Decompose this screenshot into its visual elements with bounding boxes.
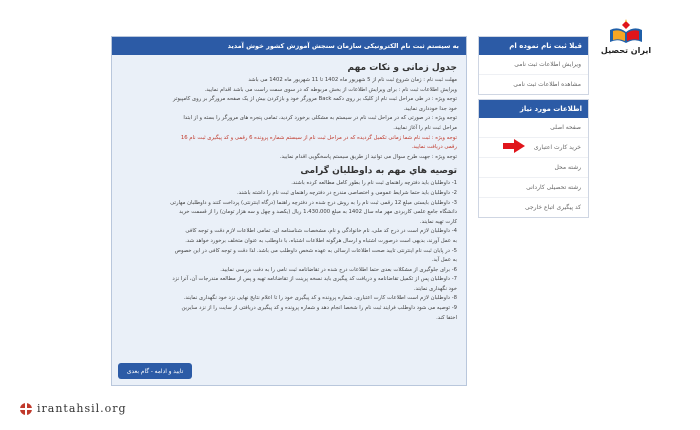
site-url[interactable]: irantahsil.org bbox=[37, 402, 127, 415]
confirm-next-step-button[interactable]: تایید و ادامه - گام بعدی bbox=[118, 363, 192, 379]
main-panel bbox=[111, 36, 467, 386]
recommendation-line: 8- داوطلبان لازم است اطلاعات کارت اعتباری، شماره پرونده و کد پیگیری خود را تا اعلام نتایج نهایی نزد خود نگهداری نمایند. bbox=[183, 295, 457, 302]
schedule-line: توجه ویژه : در طی مراحل ثبت نام از کلیک بر روی دکمه Back مرورگر خود و بازکردن بیش از یک صفحه مرورگر بر روی کامپیوتر bbox=[173, 96, 457, 103]
section-title-recommendations: توصیه هاي مهم به داوطلبان گرامی bbox=[300, 166, 457, 177]
section-title-schedule: جدول زمانی و نکات مهم bbox=[347, 63, 457, 73]
registered-panel-title: قبلا ثبت نام نموده ام bbox=[479, 37, 588, 55]
main-body bbox=[112, 55, 466, 323]
sidebar-item-edit-info[interactable]: ویرایش اطلاعات ثبت نامی bbox=[479, 55, 588, 75]
sidebar-item-field-location[interactable]: رشته محل bbox=[479, 158, 588, 178]
recommendation-line: کارت تهیه نمایند. bbox=[419, 218, 457, 225]
recommendation-line: به عمل آورند، بدیهی است درصورت اشتباه و ارسال هرگونه اطلاعات اشتباه، با داوطلب به عنوان متخلف برخورد خواهد شد. bbox=[185, 237, 457, 244]
book-logo-icon bbox=[608, 18, 644, 44]
registered-panel bbox=[478, 36, 589, 95]
sidebar-item-home[interactable]: صفحه اصلی bbox=[479, 118, 588, 138]
recommendation-line: 2- داوطلبان باید حتما شرایط عمومی و اختصاصی مندرج در دفترچه راهنمای ثبت نام را داشته باشند. bbox=[237, 189, 457, 196]
recommendation-line: 3- داوطلبان بایستی مبلغ 12 رقمی ثبت نام را به روش درج شده در دفترچه راهنما (درگاه اینترنتی) پرداخت کنند و داوطلبان مهارتی bbox=[170, 199, 457, 206]
schedule-line: مراحل ثبت نام را آغاز نمایید. bbox=[393, 124, 457, 131]
globe-icon bbox=[20, 403, 32, 415]
schedule-line: ویرایش اطلاعات ثبت نام : برای ویرایش اطلاعات از بخش مربوطه که در سوی سمت راست می باشد اقدام نمایید. bbox=[204, 86, 457, 93]
sidebar-item-view-info[interactable]: مشاهده اطلاعات ثبت نامی bbox=[513, 81, 581, 88]
recommendation-line: 4- داوطلبان لازم است در درج کد ملی، نام خانوادگی و نام، مشخصات شناسنامه ای، تمامی اطلاعات لازم دقت و توجه کافی bbox=[185, 228, 457, 235]
main-header: به سیستم ثبت نام الکترونیکی سازمان سنجش آموزش کشور خوش آمدید bbox=[112, 37, 466, 55]
recommendation-line: 6- برای جلوگیری از مشکلات بعدی حتما اطلاعات درج شده در تقاضانامه ثبت نامی را به دقت بررسی نمایید. bbox=[220, 266, 457, 273]
schedule-line: توجه ویژه : در صورتی که در مراحل ثبت نام در سیستم به مشکلی برخورد کردید، تمامی پنجره های مرورگر را بسته و از ابتدا bbox=[183, 115, 457, 122]
red-arrow-icon bbox=[503, 139, 525, 153]
irantahsil-logo bbox=[596, 18, 656, 64]
recommendation-line: 9- توصیه می شود داوطلب فرایند ثبت نام را شخصا انجام دهد و شماره پرونده و کد پیگیری دریافتی از سایت را از نزد سایرین bbox=[181, 305, 457, 312]
schedule-line-highlight: توجه ویژه : ثبت نام شما زمانی تکمیل گردیده که در مراحل ثبت نام از سیستم شماره پرونده 6 رقمی و کد پیگیری ثبت نام 16 bbox=[180, 134, 457, 141]
required-info-panel-title: اطلاعات مورد نیاز bbox=[479, 100, 588, 118]
recommendation-line: اختفا کند. bbox=[436, 314, 457, 321]
schedule-line: مهلت ثبت نام : زمان شروع ثبت نام از 5 شهریور ماه 1402 تا 11 شهریور ماه 1402 می باشد bbox=[248, 77, 457, 83]
recommendation-line: 7- داوطلبان پس از تکمیل تقاضانامه و دریافت کد پیگیری باید نسخه پرینت از تقاضانامه تهیه و پس از مطالعه مندرجات آن، آنرا نزد bbox=[172, 276, 457, 283]
footer-url bbox=[20, 402, 165, 416]
sidebar-item-buy-credit-card[interactable]: خرید کارت اعتباری bbox=[479, 138, 588, 158]
logo-text: ایران تحصیل bbox=[600, 46, 652, 55]
sidebar-item-associate-field[interactable]: رشته تحصیلی کاردانی bbox=[479, 178, 588, 198]
recommendation-line: خود نگهداری نمایند. bbox=[413, 285, 457, 292]
sidebar-item-foreign-tracking[interactable]: کد پیگیری اتباع خارجی bbox=[524, 204, 581, 211]
recommendation-line: 5- در پایان ثبت نام اینترنتی تایید صحت اطلاعات ارسالی به عهده شخص داوطلب می باشد. لذا دقت و توجه کافی در این خصوص bbox=[174, 247, 457, 254]
recommendation-line: به عمل آید. bbox=[431, 257, 457, 264]
recommendation-line: 1- داوطلبان باید دفترچه راهنمای ثبت نام را بطور کامل مطالعه کرده باشند. bbox=[291, 180, 457, 187]
required-info-panel bbox=[478, 99, 589, 218]
schedule-line-highlight: رقمی دریافت نمایید. bbox=[411, 144, 457, 151]
schedule-line: توجه ویژه : جهت طرح سوال می توانید از طریق سیستم پاسخگویی اقدام نمایید. bbox=[279, 153, 457, 160]
recommendation-line: دانشگاه جامع علمی کاربردی مهر ماه سال 1402 به مبلغ 1،430،000 ریال (یکصد و چهل و سه هزار تومان) را از قسمت خرید bbox=[179, 209, 457, 216]
schedule-line: خود جدا خودداری نمایید. bbox=[403, 105, 457, 112]
